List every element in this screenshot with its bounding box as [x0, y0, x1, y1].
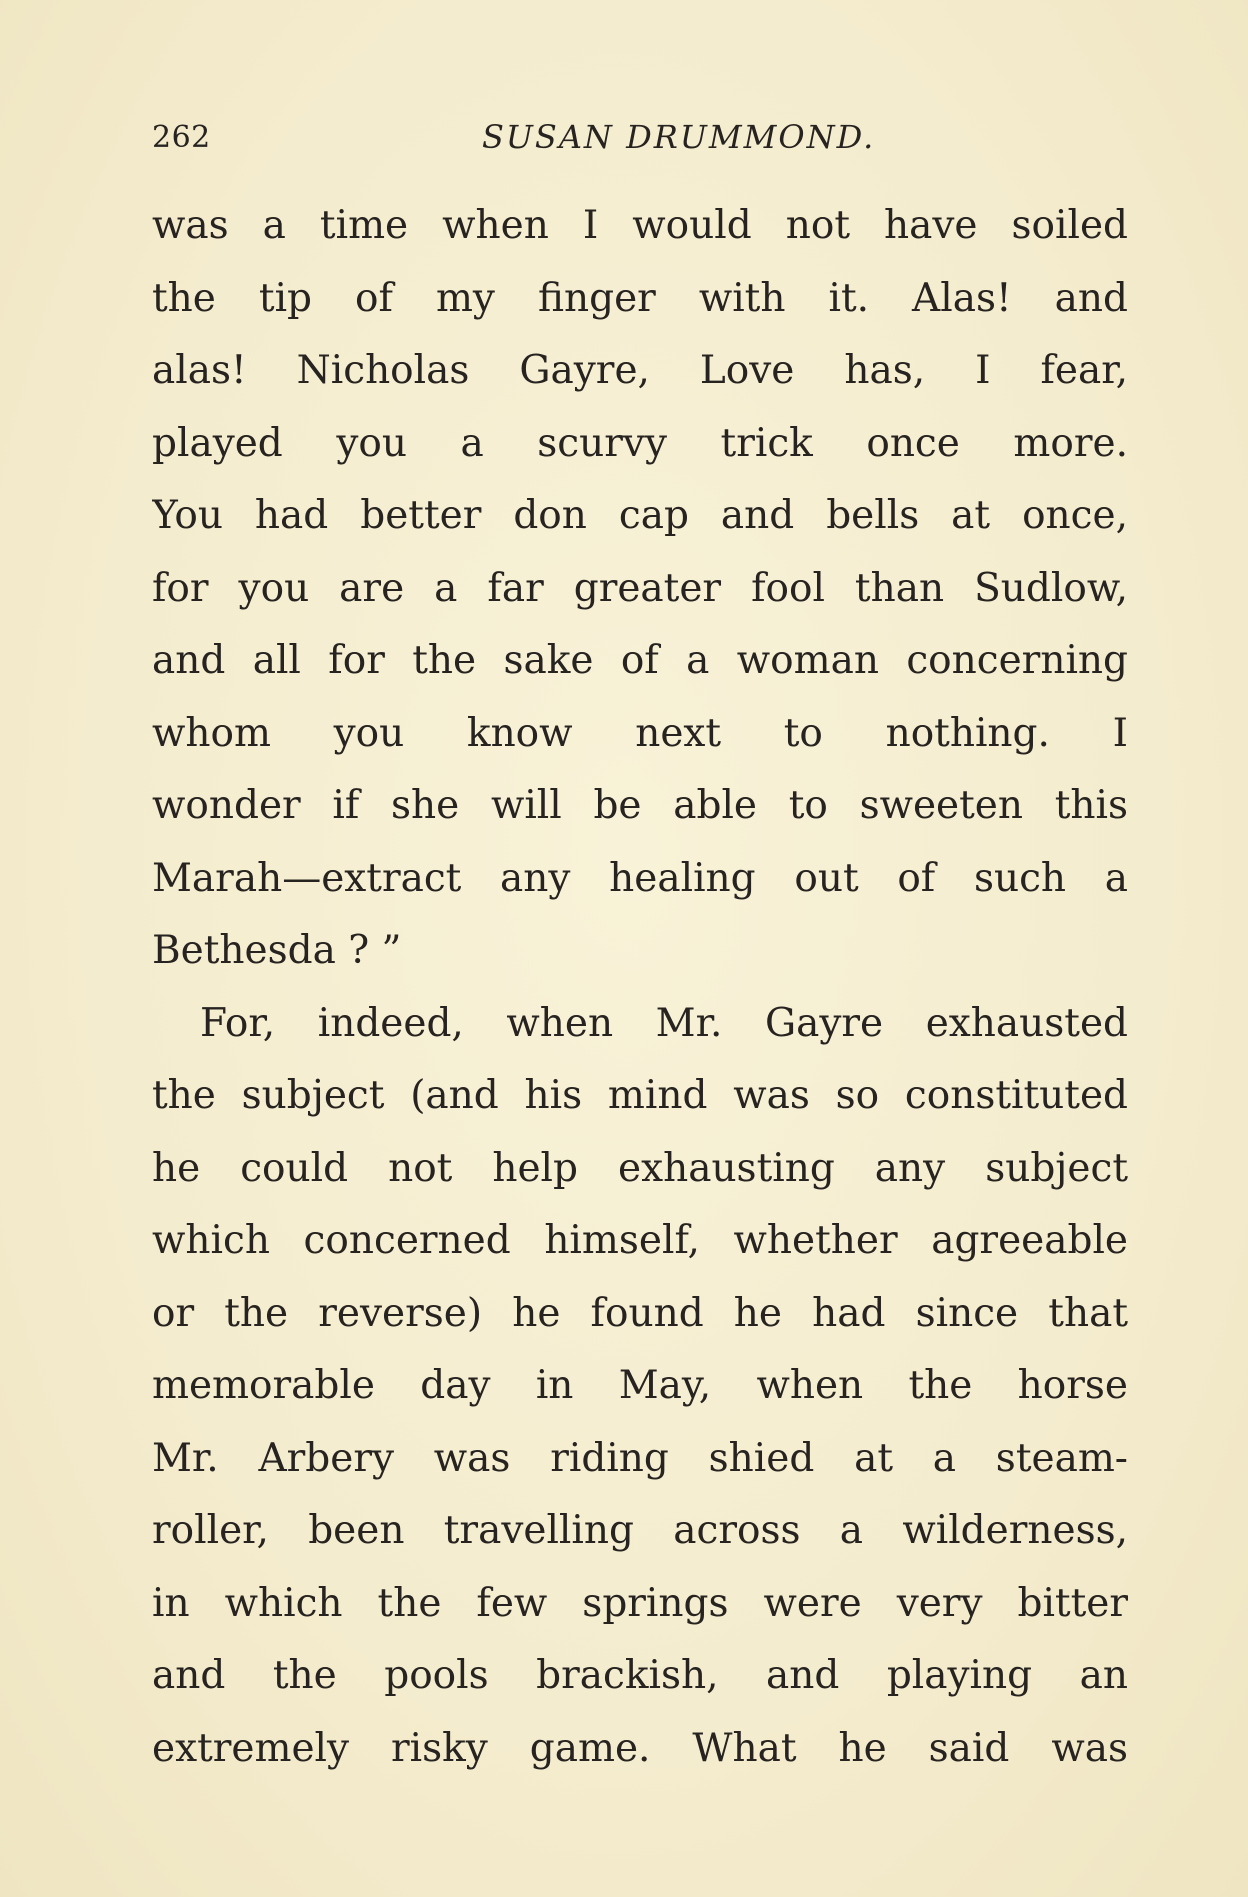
text-line: wonder if she will be able to sweeten this	[152, 783, 1128, 828]
text-line: roller, been travelling across a wilderness,	[152, 1508, 1128, 1553]
paragraph-end-line: Bethesda ? ”	[152, 928, 402, 973]
text-line: the subject (and his mind was so constituted	[152, 1073, 1128, 1118]
text-line: extremely risky game. What he said was	[152, 1725, 1128, 1771]
page-number: 262	[152, 120, 211, 155]
text-line: Mr. Arbery was riding shied at a steam-	[152, 1435, 1128, 1481]
text-line: memorable day in May, when the horse	[152, 1363, 1128, 1408]
text-line: for you are a far greater fool than Sudlow,	[152, 565, 1128, 611]
text-line: was a time when I would not have soiled	[152, 203, 1128, 248]
text-line: or the reverse) he found he had since that	[152, 1290, 1128, 1336]
text-line: alas! Nicholas Gayre, Love has, I fear,	[152, 348, 1128, 393]
running-head	[152, 112, 1132, 162]
text-line: he could not help exhausting any subject	[152, 1145, 1128, 1191]
text-line: the tip of my finger with it. Alas! and	[152, 275, 1128, 321]
text-line: You had better don cap and bells at once,	[152, 493, 1128, 538]
text-line: whom you know next to nothing. I	[152, 710, 1128, 756]
body-text	[152, 190, 1128, 1785]
text-line: and the pools brackish, and playing an	[152, 1653, 1128, 1698]
text-line: Marah—extract any healing out of such a	[152, 855, 1128, 901]
text-line: and all for the sake of a woman concerning	[152, 638, 1128, 683]
text-line: which concerned himself, whether agreeable	[152, 1218, 1128, 1263]
running-title: SUSAN DRUMMOND.	[482, 118, 876, 156]
paragraph-start-line: For, indeed, when Mr. Gayre exhausted	[200, 1000, 1128, 1046]
text-line: in which the few springs were very bitter	[152, 1580, 1128, 1626]
text-line: played you a scurvy trick once more.	[152, 420, 1128, 466]
